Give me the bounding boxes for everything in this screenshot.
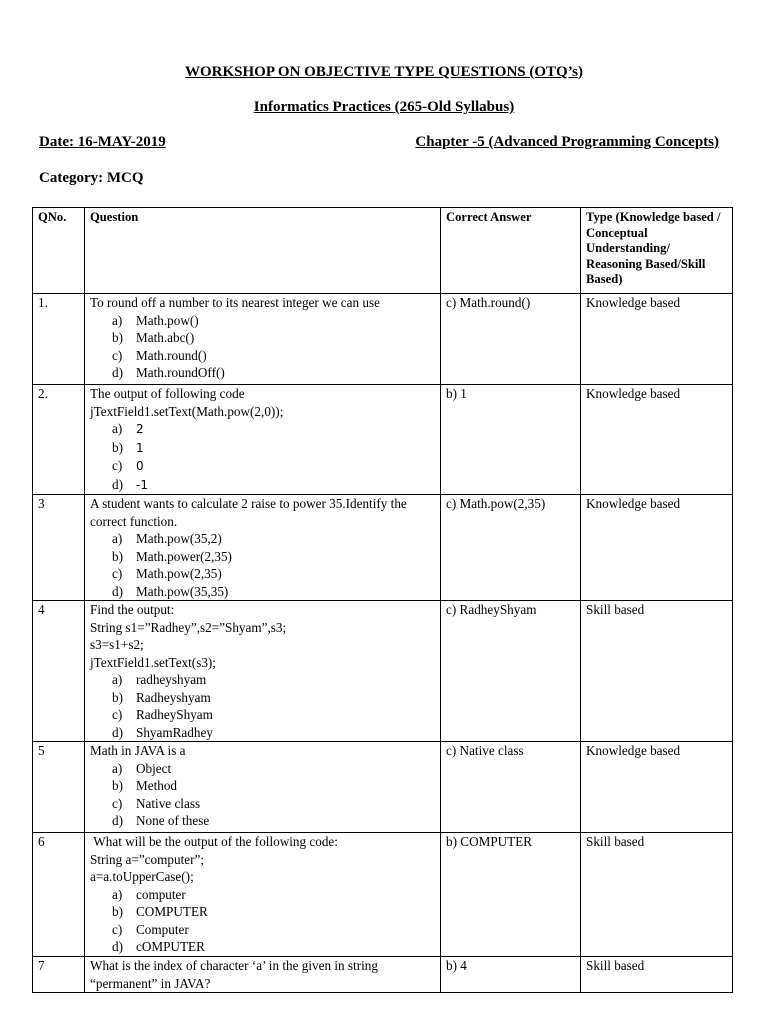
question-number: 7 xyxy=(33,957,85,993)
correct-answer: b) 1 xyxy=(441,385,581,495)
question-number: 3 xyxy=(33,495,85,601)
answer-option xyxy=(112,420,435,439)
table-row xyxy=(33,601,733,742)
answer-option xyxy=(112,565,435,583)
table-row xyxy=(33,385,733,495)
option-letter: c) xyxy=(112,707,123,722)
option-letter: c) xyxy=(112,795,123,811)
answer-option xyxy=(112,457,435,476)
option-letter: d) xyxy=(112,365,123,380)
option-text: Math.abc() xyxy=(136,330,195,345)
option-text: COMPUTER xyxy=(136,904,208,919)
answer-option xyxy=(112,439,435,458)
option-text: 2 xyxy=(136,422,144,436)
correct-answer: b) 4 xyxy=(441,957,581,993)
question-text-line: Find the output: xyxy=(90,602,175,617)
option-letter: c) xyxy=(112,347,123,363)
answer-option xyxy=(112,903,435,921)
question-text-line: What will be the output of the following code: xyxy=(90,834,338,849)
option-text: Math.roundOff() xyxy=(136,365,225,380)
option-letter: a) xyxy=(112,672,123,687)
option-letter: b) xyxy=(112,439,123,455)
option-text: Math.pow(35,35) xyxy=(136,583,229,599)
option-letter: b) xyxy=(112,689,123,705)
answer-options xyxy=(90,420,435,494)
chapter-label: Chapter -5 (Advanced Programming Concepts) xyxy=(415,134,719,150)
answer-option xyxy=(112,777,435,795)
question-type: Knowledge based xyxy=(581,385,733,495)
option-text: Object xyxy=(136,760,172,776)
answer-options xyxy=(90,312,435,382)
option-letter: b) xyxy=(112,548,123,564)
column-header-correct-answer: Correct Answer xyxy=(441,208,581,294)
answer-options xyxy=(90,886,435,956)
question-type: Knowledge based xyxy=(581,495,733,601)
correct-answer: c) Native class xyxy=(441,742,581,833)
question-text-line: Math in JAVA is a xyxy=(90,743,186,758)
answer-option xyxy=(112,329,435,347)
column-header-question: Question xyxy=(85,208,441,294)
option-letter: d) xyxy=(112,724,123,740)
answer-option xyxy=(112,921,435,939)
correct-answer: c) Math.round() xyxy=(441,294,581,385)
option-letter: a) xyxy=(112,760,123,776)
answer-options xyxy=(90,671,435,741)
question-text-line: What is the index of character ‘a’ in the given in string “permanent” in JAVA? xyxy=(90,958,382,991)
option-letter: c) xyxy=(112,458,123,473)
answer-option xyxy=(112,476,435,495)
answer-option xyxy=(112,548,435,566)
question-number: 2. xyxy=(33,385,85,495)
option-letter: a) xyxy=(112,421,123,436)
option-text: Radheyshyam xyxy=(136,689,211,705)
answer-option xyxy=(112,706,435,724)
question-number: 4 xyxy=(33,601,85,742)
option-text: 1 xyxy=(136,440,144,455)
answer-option xyxy=(112,347,435,365)
question-cell xyxy=(85,385,441,495)
correct-answer: c) Math.pow(2,35) xyxy=(441,495,581,601)
question-cell xyxy=(85,601,441,742)
option-letter: d) xyxy=(112,939,123,954)
option-text: cOMPUTER xyxy=(136,939,205,954)
question-type: Skill based xyxy=(581,833,733,957)
answer-option xyxy=(112,795,435,813)
option-letter: c) xyxy=(112,566,123,581)
question-text-line: To round off a number to its nearest integer we can use xyxy=(90,295,380,310)
document-subtitle: Informatics Practices (265-Old Syllabus) xyxy=(253,99,515,115)
option-text: 0 xyxy=(136,459,144,473)
option-text: -1 xyxy=(136,477,148,492)
option-letter: b) xyxy=(112,778,123,793)
option-text: Math.pow(2,35) xyxy=(136,566,222,581)
question-type: Knowledge based xyxy=(581,742,733,833)
option-letter: a) xyxy=(112,312,123,328)
answer-options xyxy=(90,760,435,830)
answer-option xyxy=(112,886,435,904)
option-text: computer xyxy=(136,886,186,902)
option-text: RadheyShyam xyxy=(136,707,213,722)
column-header-type: Type (Knowledge based / Conceptual Understanding/ Reasoning Based/Skill Based) xyxy=(581,208,733,294)
option-text: Math.pow(35,2) xyxy=(136,531,222,546)
category-label: Category: MCQ xyxy=(39,170,144,186)
question-type: Skill based xyxy=(581,957,733,993)
answer-option xyxy=(112,530,435,548)
questions-table xyxy=(32,207,733,993)
question-cell xyxy=(85,495,441,601)
answer-option xyxy=(112,671,435,689)
question-cell xyxy=(85,742,441,833)
option-text: Native class xyxy=(136,795,201,811)
question-cell xyxy=(85,957,441,993)
table-row xyxy=(33,294,733,385)
option-text: radheyshyam xyxy=(136,672,207,687)
answer-option xyxy=(112,724,435,742)
option-letter: b) xyxy=(112,330,123,345)
answer-options xyxy=(90,530,435,600)
question-text-line: s3=s1+s2; xyxy=(90,637,144,652)
option-letter: d) xyxy=(112,813,123,828)
table-row xyxy=(33,957,733,993)
answer-option xyxy=(112,689,435,707)
option-letter: d) xyxy=(112,476,123,492)
question-cell xyxy=(85,294,441,385)
answer-option xyxy=(112,364,435,382)
question-text-line: A student wants to calculate 2 raise to power 35.Identify the correct function. xyxy=(90,496,411,529)
option-letter: a) xyxy=(112,886,123,902)
question-number: 6 xyxy=(33,833,85,957)
option-text: Math.round() xyxy=(136,347,207,363)
option-letter: d) xyxy=(112,583,123,599)
date-label: Date: 16-MAY-2019 xyxy=(39,134,166,150)
answer-option xyxy=(112,312,435,330)
questions-table-body xyxy=(33,294,733,993)
option-letter: c) xyxy=(112,921,123,937)
table-row xyxy=(33,833,733,957)
table-row xyxy=(33,495,733,601)
question-cell xyxy=(85,833,441,957)
question-text-line: String a=”computer”; xyxy=(90,851,204,867)
option-text: ShyamRadhey xyxy=(136,724,213,740)
correct-answer: c) RadheyShyam xyxy=(441,601,581,742)
question-text-line: jTextField1.setText(s3); xyxy=(90,654,216,670)
table-header-row xyxy=(33,208,733,294)
question-type: Knowledge based xyxy=(581,294,733,385)
option-text: None of these xyxy=(136,813,210,828)
answer-option xyxy=(112,583,435,601)
option-letter: a) xyxy=(112,531,123,546)
option-text: Method xyxy=(136,778,178,793)
option-letter: b) xyxy=(112,904,123,919)
correct-answer: b) COMPUTER xyxy=(441,833,581,957)
question-text-line: jTextField1.setText(Math.pow(2,0)); xyxy=(90,403,284,419)
answer-option xyxy=(112,760,435,778)
answer-option xyxy=(112,812,435,830)
question-text-line: String s1=”Radhey”,s2=”Shyam”,s3; xyxy=(90,619,287,635)
question-type: Skill based xyxy=(581,601,733,742)
option-text: Computer xyxy=(136,921,189,937)
question-text-line: a=a.toUpperCase(); xyxy=(90,869,194,884)
question-number: 1. xyxy=(33,294,85,385)
option-text: Math.pow() xyxy=(136,312,199,328)
table-row xyxy=(33,742,733,833)
document-title: WORKSHOP ON OBJECTIVE TYPE QUESTIONS (OTQ’s) xyxy=(185,64,583,80)
question-number: 5 xyxy=(33,742,85,833)
option-text: Math.power(2,35) xyxy=(136,548,232,564)
question-text-line: The output of following code xyxy=(90,386,245,401)
column-header-qno: QNo. xyxy=(33,208,85,294)
answer-option xyxy=(112,938,435,956)
